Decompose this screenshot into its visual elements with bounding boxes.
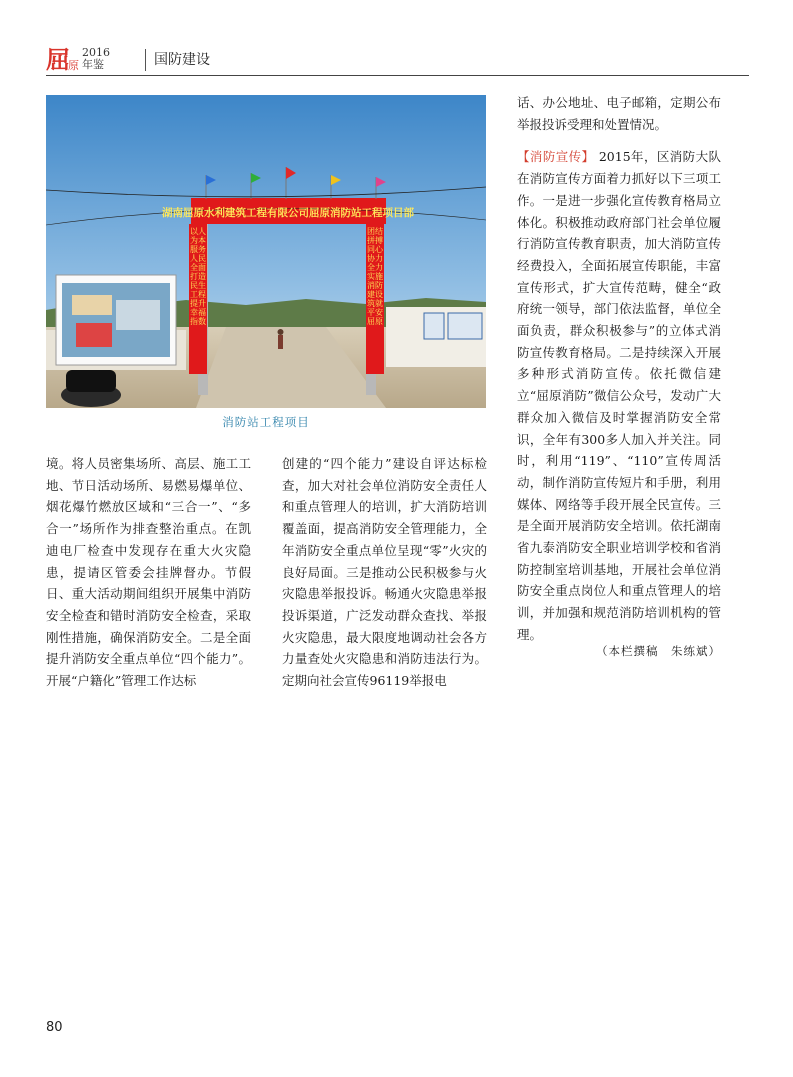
body-column-2: 创建的“四个能力”建设自评达标检查，加大对社会单位消防安全责任人和重点管理人的培训，扩大消防培训覆盖面，提高消防安全管理能力，全年消防安全重点单位呈现“零”火灾的良好局面。三是推动公民积极参与火灾隐患举报投诉。畅通火灾隐患举报投诉渠道，广泛发动群众查找、举报火灾隐患，最大限度地调动社会各方力量查处火灾隐患和消防违法行为。定期向社会宣传96119举报电	[282, 456, 487, 689]
header-separator	[145, 49, 146, 71]
page-header	[46, 44, 749, 76]
left-banner-text: 以人为本 服务人民 全面打造民生工程 提升幸福指数	[190, 227, 206, 326]
section-title: 国防建设	[154, 52, 210, 68]
photo-caption: 消防站工程项目	[222, 415, 310, 429]
logo-qu: 屈	[46, 46, 70, 74]
section-heading: 【消防宣传】	[517, 149, 595, 165]
fire-station-photo	[46, 95, 486, 408]
header-rule	[46, 75, 749, 76]
paragraph-continuation: 话、办公地址、电子邮箱，定期公布举报投诉受理和处置情况。	[517, 95, 721, 132]
paragraph-body: 2015年，区消防大队在消防宣传方面着力抓好以下三项工作。一是进一步强化宣传教育格局立体化。积极推动政府部门社会单位履行消防宣传教育职责，加大消防宣传经费投入，全面拓展宣传职能，丰富宣传形式，扩大宣传范畴，健全“政府统一领导，部门依法监督，单位全面负责，群众积极参与”的立体式消防宣传教育格局。二是持续深入开展多种形式消防宣传。依托微信建立“屈原消防”微信公众号，发动广大群众加入微信及时掌握消防安全常识，全年有300多人加入并关注。同时，利用“119”、“110”宣传周活动，制作消防宣传短片和手册，利用媒体、网络等手段开展全民宣传。三是全面开展消防安全培训。依托湖南省九泰消防安全职业培训学校和省消防控制室培训基地，开展社会单位消防安全重点岗位人和重点管理人的培训，并加强和规范消防培训机构的管理。	[517, 149, 721, 642]
body-column-1: 境。将人员密集场所、高层、施工工地、节日活动场所、易燃易爆单位、烟花爆竹燃放区域和“三合一”、“多合一”场所作为排查整治重点。在凯迪电厂检查中发现存在重大火灾隐患，提请区管委会挂牌督办。节假日、重大活动期间组织开展集中消防安全检查和错时消防安全检查，采取刚性措施，确保消防安全。二是全面提升消防安全重点单位“四个能力”。开展“户籍化”管理工作达标	[46, 456, 251, 689]
right-banner-text: 团结拼搏 同心协力 全力实施消防建设 筑就平安屈原	[367, 227, 383, 326]
logo-nianjian: 年鉴	[82, 58, 104, 71]
author-credit: （本栏撰稿 朱练斌）	[596, 644, 721, 658]
logo-year: 2016	[82, 46, 110, 59]
body-column-3	[517, 92, 721, 646]
page-number: 80	[46, 1020, 63, 1035]
arch-banner-text: 湖南屈原水利建筑工程有限公司屈原消防站工程项目部	[162, 207, 414, 219]
paragraph-fire-publicity	[517, 146, 721, 645]
logo-yuan: 原	[68, 59, 79, 72]
